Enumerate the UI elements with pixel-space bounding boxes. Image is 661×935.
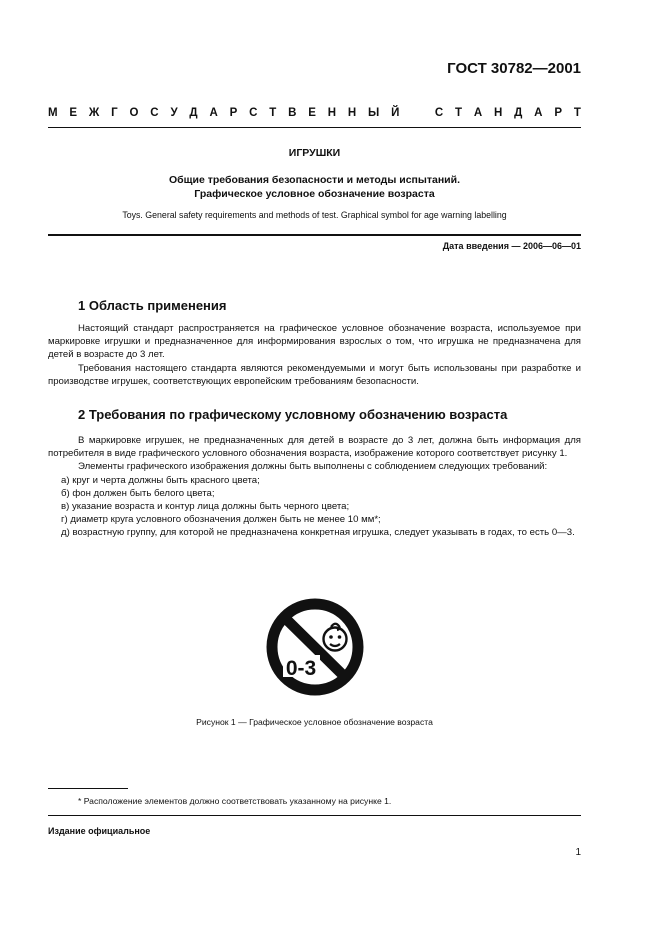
heading-letter: Д (514, 107, 523, 119)
age-warning-symbol (265, 597, 365, 697)
heading-letter: Г (111, 107, 118, 119)
heading-letter: Т (573, 107, 581, 119)
heading-letter: Т (455, 107, 463, 119)
title-rule (48, 234, 581, 236)
footer-rule (48, 815, 581, 816)
document-subtitle (48, 173, 581, 201)
heading-letter: М (48, 107, 58, 119)
age-label: 0-3 (285, 657, 317, 680)
heading-letter: Н (494, 107, 503, 119)
requirement-item-c: в) указание возраста и контур лица должны быть черного цвета; (61, 501, 350, 513)
requirement-item-b: б) фон должен быть белого цвета; (61, 487, 215, 499)
section-2-paragraph-1: В маркировке игрушек, не предназначенных для детей в возрасте до 3 лет, должна быть информация для потребителя в виде графического условного обозначения возраста, изображение которого соответствует рисунку 1. (48, 435, 581, 460)
heading-letter: Ж (88, 107, 100, 119)
heading-letter: С (434, 107, 444, 119)
page-number: 1 (575, 847, 581, 858)
official-edition-label: Издание официальное (48, 826, 151, 836)
heading-letter: Н (327, 107, 337, 119)
heading-letter: Е (69, 107, 78, 119)
heading-letter: Р (229, 107, 238, 119)
heading-letter: А (209, 107, 218, 119)
footnote-rule (48, 788, 128, 789)
heading-letter: С (150, 107, 159, 119)
heading-letter: Н (347, 107, 357, 119)
section-1-paragraph-1: Настоящий стандарт распространяется на графическое условное обозначение возраста, используемое при маркировке игрушки и предназначенное для информирования взрослых о том, что игрушка не предназначена для детей в возрасте до 3 лет. (48, 323, 581, 361)
heading-letter: У (170, 107, 178, 119)
heading-letter: С (249, 107, 258, 119)
subtitle-line-2: Графическое условное обозначение возраста (194, 188, 435, 200)
heading-letter: А (473, 107, 483, 119)
header-rule (48, 127, 581, 128)
heading-letter: О (129, 107, 139, 119)
section-2-body (48, 434, 581, 540)
section-1-heading: 1 Область применения (78, 298, 227, 313)
section-1-body (48, 322, 581, 388)
document-title: ИГРУШКИ (288, 147, 341, 159)
heading-letter: В (288, 107, 297, 119)
heading-letter: Т (269, 107, 277, 119)
section-1-paragraph-2: Требования настоящего стандарта являются рекомендуемыми и могут быть использованы при разработке и производстве игрушек, соответствующих европейским требованиям безопасности. (48, 362, 581, 387)
subtitle-line-1: Общие требования безопасности и методы испытаний. (169, 174, 460, 186)
heading-letter: Р (554, 107, 562, 119)
heading-letter: А (534, 107, 543, 119)
introduction-date: Дата введения — 2006—06—01 (442, 241, 581, 251)
requirement-item-e: д) возрастную группу, для которой не предназначена конкретная игрушка, следует указывать в годах, то есть 0—3. (61, 527, 575, 539)
section-2-paragraph-2: Элементы графического изображения должны быть выполнены с соблюдением следующих требований: (78, 461, 548, 473)
requirement-item-a: а) круг и черта должны быть красного цвета; (61, 474, 260, 486)
figure-caption: Рисунок 1 — Графическое условное обозначение возраста (196, 717, 433, 727)
english-title: Toys. General safety requirements and methods of test. Graphical symbol for age warning labelling (122, 210, 507, 220)
standard-number: ГОСТ 30782—2001 (447, 60, 581, 77)
heading-letter: Д (189, 107, 198, 119)
heading-letter: Е (308, 107, 316, 119)
interstate-standard-heading (48, 107, 581, 119)
heading-letter: Й (391, 107, 400, 119)
footnote: * Расположение элементов должно соответствовать указанному на рисунке 1. (78, 796, 392, 806)
heading-letter: Ы (368, 107, 380, 119)
requirement-item-d: г) диаметр круга условного обозначения должен быть не менее 10 мм*; (61, 514, 381, 526)
section-2-heading: 2 Требования по графическому условному обозначению возраста (78, 407, 508, 422)
